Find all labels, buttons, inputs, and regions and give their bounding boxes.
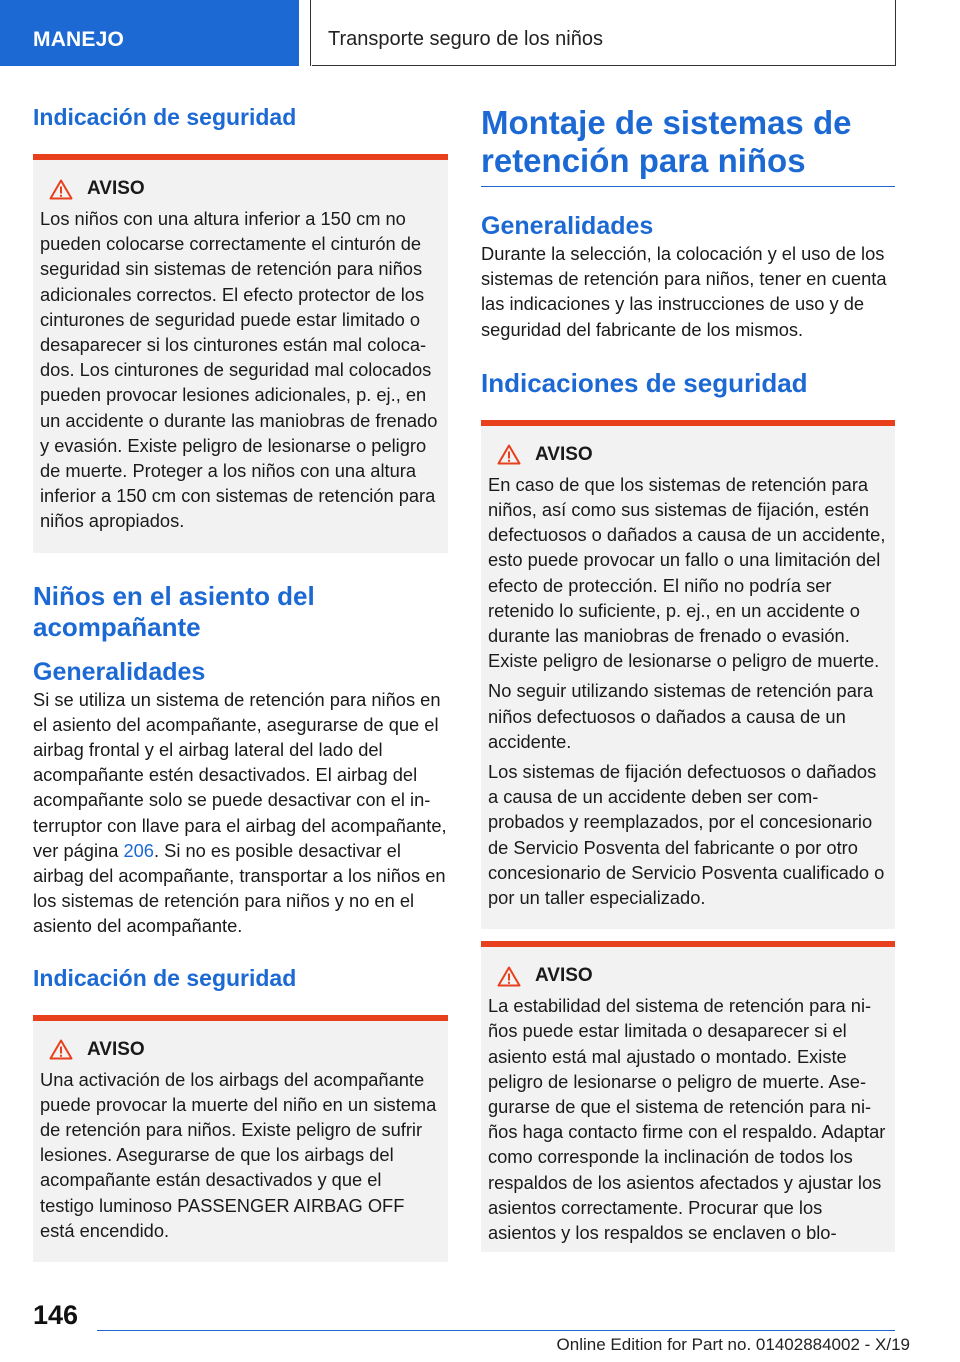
warning-triangle-icon [497,966,521,987]
warning-label: AVISO [535,965,593,987]
warning-title [497,444,887,466]
warning-label: AVISO [87,1038,145,1060]
heading-generalidades-right: Generalidades [481,212,654,240]
header-section-tab [0,0,299,66]
warning-triangle-icon [497,444,521,465]
generalidades-right-text: Durante la selección, la colocación y el uso de los sistemas de retención para niños, tener en cuenta las indicaciones y las instrucciones de uso y de seguridad del fabricante de los mismos. [481,243,887,340]
warning-paragraph-3: Los sistemas de fijación defectuosos o dañados a causa de un accidente deben ser comprobados y reemplazados, por el concesionario de Servicio Posventa del fabricante o por otro concesionario de Servicio Posventa cualificado o por un taller especializado. [488,761,885,909]
heading-ninos-asiento-acompanante: Niños en el asiento del acompañante [33,580,315,642]
header-section-label: MANEJO [33,28,125,51]
footer-rule [97,1330,895,1331]
warning-triangle-icon [49,1039,73,1060]
warning-title [49,178,440,200]
warning-label: AVISO [87,178,145,199]
warning-box-1 [33,154,448,553]
warning-text: La estabilidad del sistema de retención para niños puede estar limitada o desaparecer si el asiento está mal ajustado o montado. Existe peligro de lesionarse o peligro de muerte. Asegurarse de que el sistema de retención para niños haga contacto firme con el respaldo. Adaptar como corresponde la inclinación de todos los respaldos de los asientos afectados y ajustar los asientos correctamente. Procurar que los asientos y los respaldos se enclaven o blo- [488,995,886,1244]
header-chapter-label: Transporte seguro de los niños [328,28,603,50]
left-column [33,90,448,1262]
heading-generalidades-left: Generalidades [33,657,206,686]
warning-label: AVISO [535,443,593,465]
heading-indicacion-seguridad-1: Indicación de seguridad [33,104,297,130]
warning-paragraph-1: En caso de que los sistemas de retención para niños, así como sus sistemas de fijación, estén defectuosos o dañados a causa de un accidente, esto puede provocar un fallo o una limitación del efecto de protección. El niño no podría ser retenido lo suficiente, p. ej., en un accidente o durante las maniobras de frenado o evasión. Existe peligro de lesionarse o peligro de muerte. [488,473,886,672]
header-divider [310,0,311,66]
footer-edition: Online Edition for Part no. 01402884002 - X/19 [556,1335,910,1354]
page-number: 146 [33,1300,79,1330]
warning-paragraph-2: No seguir utilizando sistemas de retención para niños defectuosos o dañados a causa de un accidente. [488,680,874,752]
warning-box-4 [481,941,895,1252]
heading-indicaciones-seguridad: Indicaciones de seguridad [481,367,808,398]
warning-text: Una activación de los airbags del acompañante puede provocar la muerte del niño en un sistema de retención para niños. Existe peligro de sufrir lesiones. Asegurarse de que los airbags del acompañante están desactivados y que el testigo luminoso PASSENGER AIRBAG OFF está encendido. [40,1068,437,1241]
header-chapter-box [312,0,896,66]
warning-box-2 [33,1015,448,1262]
warning-box-3 [481,420,895,929]
warning-text: Los niños con una altura inferior a 150 cm no pueden colocarse correctamente el cinturón de seguridad sin sistemas de retención para niños adicionales correctos. El efecto protector de los cinturones de seguridad puede estar limitado o desaparecer si los cinturones están mal colocados. Los cinturones de seguridad mal colocados pueden provocar lesiones adicionales, p. ej., en un accidente o durante las maniobras de frenado y evasión. Existe peligro de lesionarse o peligro de muerte. Proteger a los niños con una altura inferior a 150 cm con sistemas de retención para niños apropiados. [40,208,438,532]
generalidades-text-part1: Si se utiliza un sistema de retención para niños en el asiento del acompañante, asegurarse de que el airbag frontal y el airbag lateral del lado del acompañante estén desactivados. El airbag del acompañante solo se puede desactivar con el interruptor con llave para el airbag del acompañante, ver página [33,688,447,861]
generalidades-text-part2: . Si no es posible desactivar el airbag del acompañante, transportar a los niños en los sistemas de retención para niños y no en el asiento del acompañante. [33,839,446,937]
heading-indicacion-seguridad-2: Indicación de seguridad [33,964,297,991]
page-reference-link[interactable]: 206 [123,839,154,861]
right-column [481,90,895,1252]
warning-title [49,1039,440,1061]
warning-title [497,965,887,987]
heading-montaje-sistemas: Montaje de sistemas de retención para niños [481,104,852,179]
warning-triangle-icon [49,179,73,200]
generalidades-text [33,687,448,939]
